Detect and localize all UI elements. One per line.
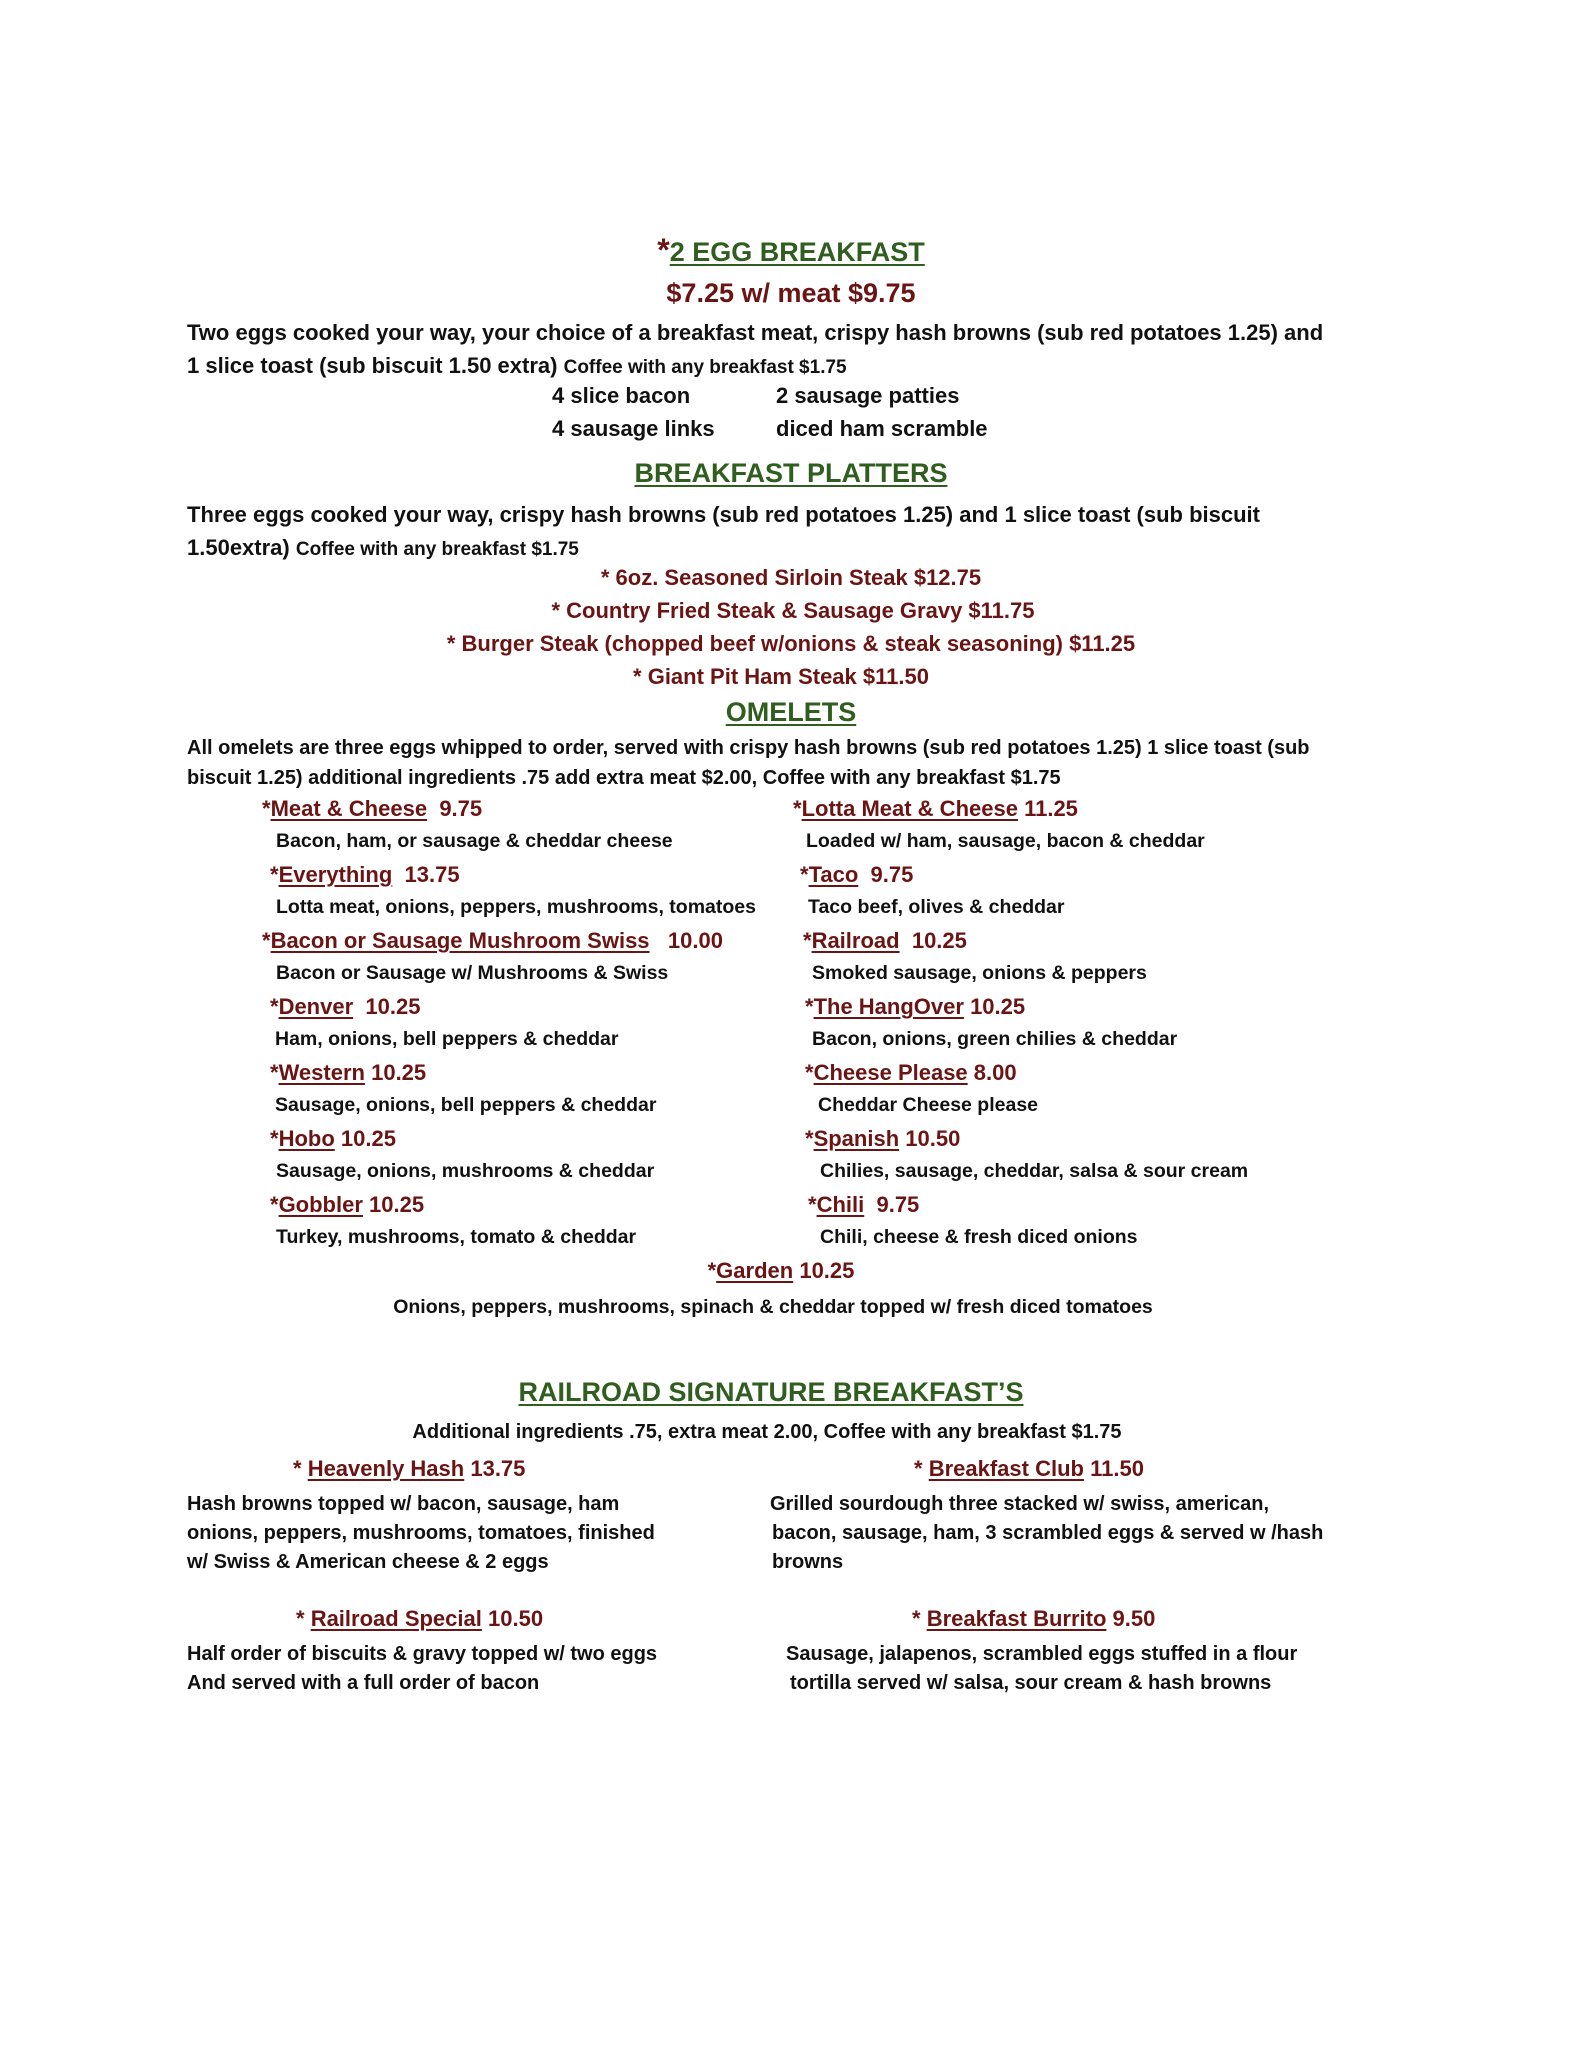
omelet-desc: Lotta meat, onions, peppers, mushrooms, tomatoes <box>276 896 756 918</box>
platter-item: * Country Fried Steak & Sausage Gravy $11.75 <box>551 598 1035 623</box>
meat-option: 4 slice bacon <box>552 383 691 408</box>
omelet-desc: Ham, onions, bell peppers & cheddar <box>275 1028 619 1050</box>
signature-desc: Hash browns topped w/ bacon, sausage, ham onions, peppers, mushrooms, tomatoes, finished w/ Swiss & American cheese & 2 eggs <box>187 1493 655 1573</box>
two-egg-price: $7.25 w/ meat $9.75 <box>666 278 916 308</box>
omelet-bacon-sausage-mushroom-swiss: *Bacon or Sausage Mushroom Swiss 10.00 <box>262 928 723 953</box>
omelet-taco: *Taco 9.75 <box>800 862 914 887</box>
omelet-desc: Chili, cheese & fresh diced onions <box>820 1226 1138 1248</box>
signature-subtitle: Additional ingredients .75, extra meat 2.00, Coffee with any breakfast $1.75 <box>412 1421 1122 1443</box>
two-egg-desc-line1: Two eggs cooked your way, your choice of a breakfast meat, crispy hash browns (sub red potatoes 1.25) and <box>187 320 1324 345</box>
omelet-cheese-please: *Cheese Please 8.00 <box>805 1060 1017 1085</box>
two-egg-title: 2 EGG BREAKFAST <box>669 237 925 267</box>
omelets-desc-line2: biscuit 1.25) additional ingredients .75 add extra meat $2.00, Coffee with any breakfast $1.75 <box>187 767 1061 789</box>
omelet-desc: Smoked sausage, onions & peppers <box>812 962 1147 984</box>
omelet-desc: Bacon, ham, or sausage & cheddar cheese <box>276 830 673 852</box>
signature-desc: Grilled sourdough three stacked w/ swiss, american, bacon, sausage, ham, 3 scrambled eggs & served w /hash browns <box>770 1493 1324 1573</box>
signature-desc: Sausage, jalapenos, scrambled eggs stuffed in a flour tortilla served w/ salsa, sour cream & hash browns <box>786 1643 1298 1694</box>
two-egg-star: * <box>657 232 670 268</box>
signature-breakfast-burrito: * Breakfast Burrito 9.50 <box>912 1606 1156 1631</box>
omelet-desc: Sausage, onions, bell peppers & cheddar <box>275 1094 657 1116</box>
platters-desc-line2: 1.50extra) <box>187 535 290 560</box>
two-egg-description <box>187 316 1437 384</box>
omelet-chili: *Chili 9.75 <box>808 1192 920 1217</box>
omelet-hobo: *Hobo 10.25 <box>270 1126 396 1151</box>
omelet-lotta-meat-cheese: *Lotta Meat & Cheese 11.25 <box>793 796 1078 821</box>
two-egg-coffee: Coffee with any breakfast $1.75 <box>563 357 847 378</box>
omelets-title: OMELETS <box>725 697 857 727</box>
omelet-desc: Taco beef, olives & cheddar <box>808 896 1065 918</box>
omelet-desc: Bacon, onions, green chilies & cheddar <box>812 1028 1178 1050</box>
platter-item: * Giant Pit Ham Steak $11.50 <box>633 664 929 689</box>
platters-desc-line1: Three eggs cooked your way, crispy hash browns (sub red potatoes 1.25) and 1 slice toast (sub biscuit <box>187 502 1260 527</box>
meat-option: 2 sausage patties <box>776 383 960 408</box>
signature-railroad-special: * Railroad Special 10.50 <box>296 1606 544 1631</box>
omelet-denver: *Denver 10.25 <box>270 994 421 1019</box>
meat-option: 4 sausage links <box>552 416 715 441</box>
omelet-desc: Sausage, onions, mushrooms & cheddar <box>276 1160 655 1182</box>
platters-title: BREAKFAST PLATTERS <box>634 458 948 488</box>
omelet-desc: Loaded w/ ham, sausage, bacon & cheddar <box>806 830 1205 852</box>
omelet-meat-cheese: *Meat & Cheese 9.75 <box>262 796 483 821</box>
platter-item: * Burger Steak (chopped beef w/onions & steak seasoning) $11.25 <box>446 631 1136 656</box>
omelet-desc: Chilies, sausage, cheddar, salsa & sour cream <box>820 1160 1249 1182</box>
omelets-description <box>187 733 1437 793</box>
platter-item: * 6oz. Seasoned Sirloin Steak $12.75 <box>600 565 982 590</box>
omelet-desc: Onions, peppers, mushrooms, spinach & cheddar topped w/ fresh diced tomatoes <box>393 1296 1153 1318</box>
signature-desc: Half order of biscuits & gravy topped w/ two eggs And served with a full order of bacon <box>187 1643 658 1694</box>
meat-option: diced ham scramble <box>776 416 988 441</box>
omelet-garden: *Garden 10.25 <box>707 1258 855 1283</box>
omelet-the-hangover: *The HangOver 10.25 <box>805 994 1026 1019</box>
omelet-spanish: *Spanish 10.50 <box>805 1126 961 1151</box>
signature-heavenly-hash: * Heavenly Hash 13.75 <box>293 1456 526 1481</box>
omelet-everything: *Everything 13.75 <box>270 862 460 887</box>
omelet-western: *Western 10.25 <box>270 1060 427 1085</box>
omelet-desc: Turkey, mushrooms, tomato & cheddar <box>276 1226 637 1248</box>
two-egg-heading <box>0 232 1582 269</box>
omelet-desc: Bacon or Sausage w/ Mushrooms & Swiss <box>276 962 669 984</box>
signature-breakfast-club: * Breakfast Club 11.50 <box>914 1456 1144 1481</box>
omelets-desc-line1: All omelets are three eggs whipped to order, served with crispy hash browns (sub red potatoes 1.25) 1 slice toast (sub <box>187 737 1310 759</box>
omelet-railroad: *Railroad 10.25 <box>803 928 967 953</box>
omelet-gobbler: *Gobbler 10.25 <box>270 1192 425 1217</box>
signature-title: RAILROAD SIGNATURE BREAKFAST’S <box>518 1377 1024 1407</box>
omelet-desc: Cheddar Cheese please <box>818 1094 1039 1116</box>
platters-coffee: Coffee with any breakfast $1.75 <box>295 539 579 560</box>
two-egg-desc-line2: 1 slice toast (sub biscuit 1.50 extra) <box>187 353 558 378</box>
platters-description <box>187 498 1437 566</box>
